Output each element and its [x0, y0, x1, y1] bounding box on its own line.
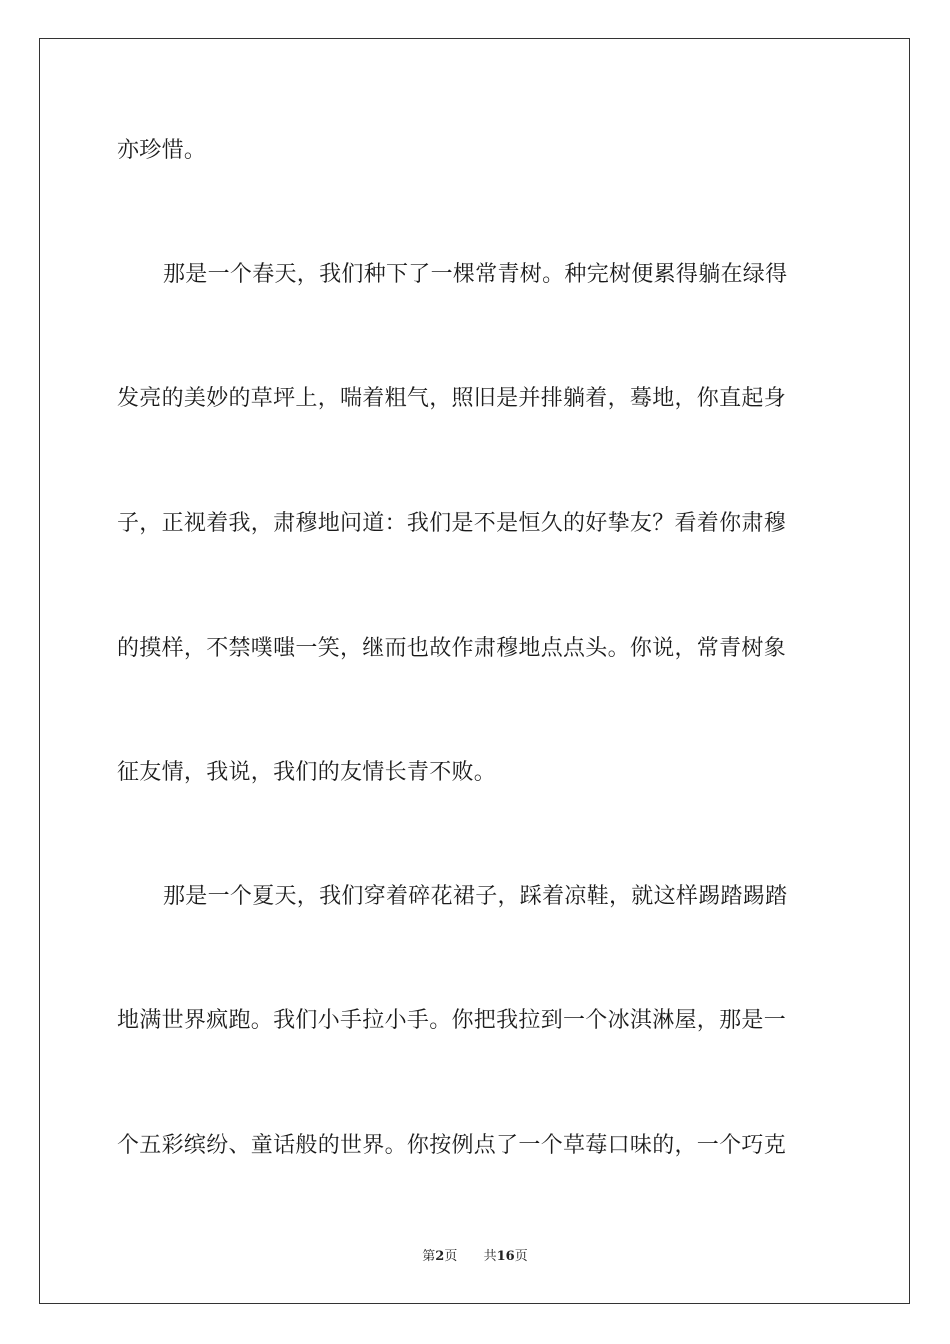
- text-line: 的摸样，不禁噗嗤一笑，继而也故作肃穆地点点头。你说，常青树象: [117, 636, 787, 661]
- text-line: 亦珍惜。: [117, 138, 207, 163]
- page-number: 2: [435, 1249, 445, 1264]
- text-line: 个五彩缤纷、童话般的世界。你按例点了一个草莓口味的，一个巧克: [117, 1133, 787, 1158]
- total-pages-number: 16: [496, 1249, 515, 1264]
- total-pages-indicator: [484, 1248, 528, 1266]
- text-line: 地满世界疯跑。我们小手拉小手。你把我拉到一个冰淇淋屋，那是一: [117, 1008, 787, 1033]
- total-suffix: 页: [514, 1249, 528, 1264]
- text-line: 征友情，我说，我们的友情长青不败。: [117, 760, 497, 785]
- page-suffix: 页: [444, 1249, 458, 1264]
- page-prefix: 第: [422, 1249, 436, 1264]
- paragraph-start-line: 那是一个春天，我们种下了一棵常青树。种完树便累得躺在绿得: [163, 262, 788, 287]
- total-prefix: 共: [483, 1249, 497, 1264]
- page-footer: [0, 1248, 950, 1266]
- page-indicator: [422, 1248, 457, 1266]
- paragraph-start-line: 那是一个夏天，我们穿着碎花裙子，踩着凉鞋，就这样踢踏踢踏: [163, 884, 788, 909]
- text-line: 子，正视着我，肃穆地问道：我们是不是恒久的好挚友？看着你肃穆: [117, 511, 787, 536]
- text-line: 发亮的美妙的草坪上，喘着粗气，照旧是并排躺着，蓦地，你直起身: [117, 386, 787, 411]
- page-border: [39, 38, 910, 1304]
